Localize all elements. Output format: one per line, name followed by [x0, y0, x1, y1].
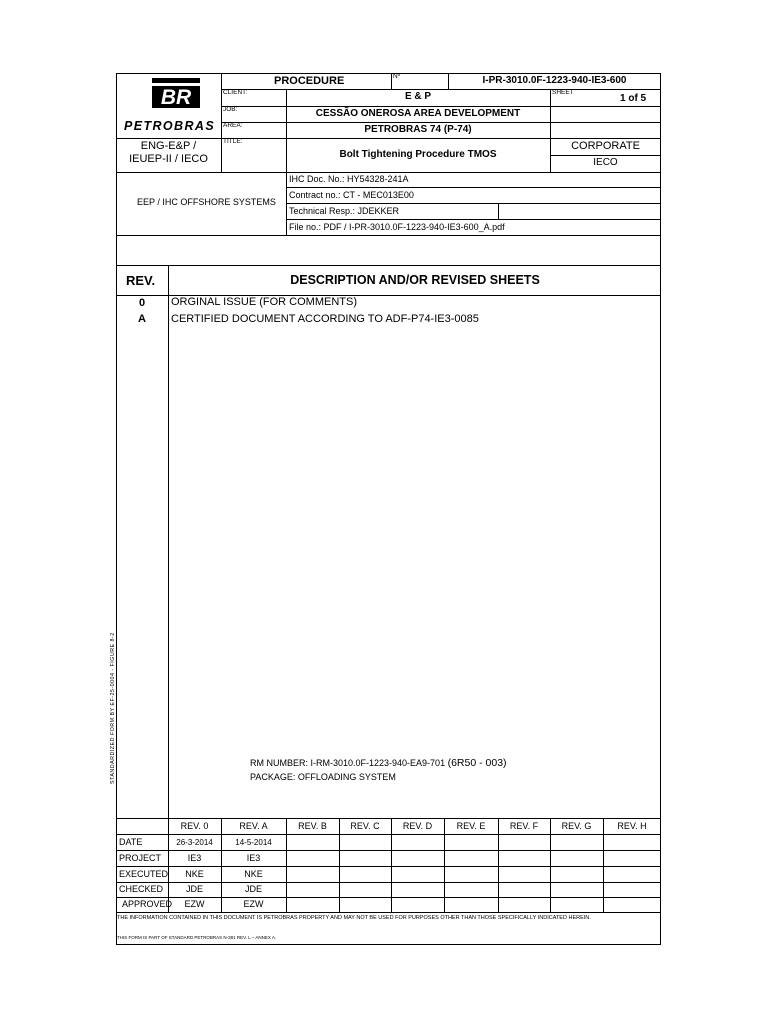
rev-column-header: REV. — [126, 273, 156, 288]
row-label: PROJECT — [119, 853, 162, 863]
table-cell: 26-3-2014 — [176, 838, 213, 847]
column-header: REV. C — [350, 821, 380, 831]
rule — [116, 138, 661, 139]
job-label: JOB: — [223, 106, 238, 113]
rule — [116, 172, 661, 173]
package-name: PACKAGE: OFFLOADING SYSTEM — [250, 772, 396, 782]
classification-line2: IECO — [593, 157, 618, 168]
dept-line2: IEUEP-II / IECO — [129, 153, 208, 165]
table-cell: IE3 — [246, 853, 261, 863]
rule — [603, 818, 604, 912]
rule — [391, 818, 392, 912]
rule — [116, 897, 661, 898]
rule — [221, 122, 661, 123]
row-label: CHECKED — [119, 884, 164, 894]
rule — [116, 882, 661, 883]
revision-description: ORGINAL ISSUE (FOR COMMENTS) — [171, 296, 357, 308]
rule — [168, 265, 169, 818]
table-cell: JDE — [185, 884, 203, 894]
column-header: REV. 0 — [180, 821, 209, 831]
classification-line1: CORPORATE — [571, 140, 640, 152]
rule — [498, 818, 499, 912]
revision-code: A — [138, 313, 146, 325]
column-header: REV. A — [239, 821, 268, 831]
column-header: REV. E — [456, 821, 486, 831]
table-cell: 14-5-2014 — [235, 838, 272, 847]
rule — [286, 187, 661, 188]
rule — [286, 818, 287, 912]
table-cell: NKE — [244, 869, 263, 879]
doc-type: PROCEDURE — [274, 75, 345, 87]
table-cell: EZW — [184, 899, 205, 909]
row-label: DATE — [119, 837, 143, 847]
client-value: E & P — [404, 91, 432, 102]
rule — [116, 850, 661, 851]
contract-number: Contract no.: CT - MEC013E00 — [289, 190, 414, 200]
rule — [444, 818, 445, 912]
property-notice: THE INFORMATION CONTAINED IN THIS DOCUMENT IS PETROBRAS PROPERTY AND MAY NOT BE USED FOR PURPOSES OTHER THAN THOSE SPECIFICALLY INDICATED HEREIN. — [117, 915, 591, 921]
rm-number-text: RM NUMBER: I-RM-3010.0F-1223-940-EA9-701 — [250, 758, 446, 768]
rm-number — [250, 758, 507, 769]
row-label: APPROVED — [122, 899, 173, 909]
form-standard-note: THIS FORM IS PART OF STANDARD PETROBRAS N-381 REV. L – ANNEX A. — [117, 935, 277, 940]
table-cell: JDE — [244, 884, 262, 894]
rule — [116, 834, 661, 835]
rule — [498, 203, 499, 219]
table-cell: NKE — [185, 869, 204, 879]
petrobras-br-logo-icon — [152, 78, 200, 112]
dept-line1: ENG-E&P / — [140, 140, 197, 152]
description-column-header: DESCRIPTION AND/OR REVISED SHEETS — [290, 273, 540, 287]
sheet-label: SHEET — [552, 89, 574, 96]
rule — [221, 106, 661, 107]
doc-number: I-PR-3010.0F-1223-940-IE3-600 — [482, 75, 627, 86]
no-label: Nº — [393, 73, 401, 80]
standardized-form-note: STANDARDIZED FORM BY EF-25-0004 - FIGURE 8-2 — [110, 632, 116, 784]
rule — [286, 203, 661, 204]
title-label: TITLE: — [223, 138, 243, 145]
company-wordmark: PETROBRAS — [124, 119, 216, 133]
rule — [391, 73, 392, 89]
column-header: REV. H — [617, 821, 647, 831]
revision-description: CERTIFIED DOCUMENT ACCORDING TO ADF-P74-IE3-0085 — [171, 313, 479, 325]
rule — [116, 265, 661, 266]
row-label: EXECUTED — [119, 869, 169, 879]
rule — [116, 912, 661, 913]
file-number: File no.: PDF / I-PR-3010.0F-1223-940-IE3-600_A.pdf — [289, 222, 505, 232]
rule — [550, 155, 661, 156]
ihc-doc-number: IHC Doc. No.: HY54328-241A — [289, 174, 409, 184]
rm-number-suffix: (6R50 - 003) — [447, 757, 507, 769]
table-cell: IE3 — [187, 853, 202, 863]
table-cell: EZW — [243, 899, 264, 909]
revision-code: 0 — [138, 297, 146, 309]
rule — [116, 235, 661, 236]
rule — [339, 818, 340, 912]
doc-title: Bolt Tightening Procedure TMOS — [339, 149, 497, 160]
column-header: REV. G — [561, 821, 592, 831]
contractor-name: EEP / IHC OFFSHORE SYSTEMS — [137, 197, 276, 207]
column-header: REV. F — [509, 821, 539, 831]
rule — [116, 866, 661, 867]
area-label: AREA: — [223, 122, 243, 129]
rule — [116, 818, 661, 819]
rule — [286, 219, 661, 220]
sheet-value: 1 of 5 — [620, 93, 647, 104]
svg-text:BR: BR — [160, 86, 192, 109]
column-header: REV. B — [298, 821, 327, 831]
column-header: REV. D — [402, 821, 433, 831]
rule — [221, 818, 222, 912]
client-label: CLIENT: — [223, 89, 248, 96]
technical-responsible: Technical Resp.: JDEKKER — [289, 206, 400, 216]
job-value: CESSÃO ONEROSA AREA DEVELOPMENT — [315, 108, 521, 119]
rule — [168, 818, 169, 912]
rule — [550, 818, 551, 912]
area-value: PETROBRAS 74 (P-74) — [364, 124, 472, 135]
rule — [221, 89, 661, 90]
